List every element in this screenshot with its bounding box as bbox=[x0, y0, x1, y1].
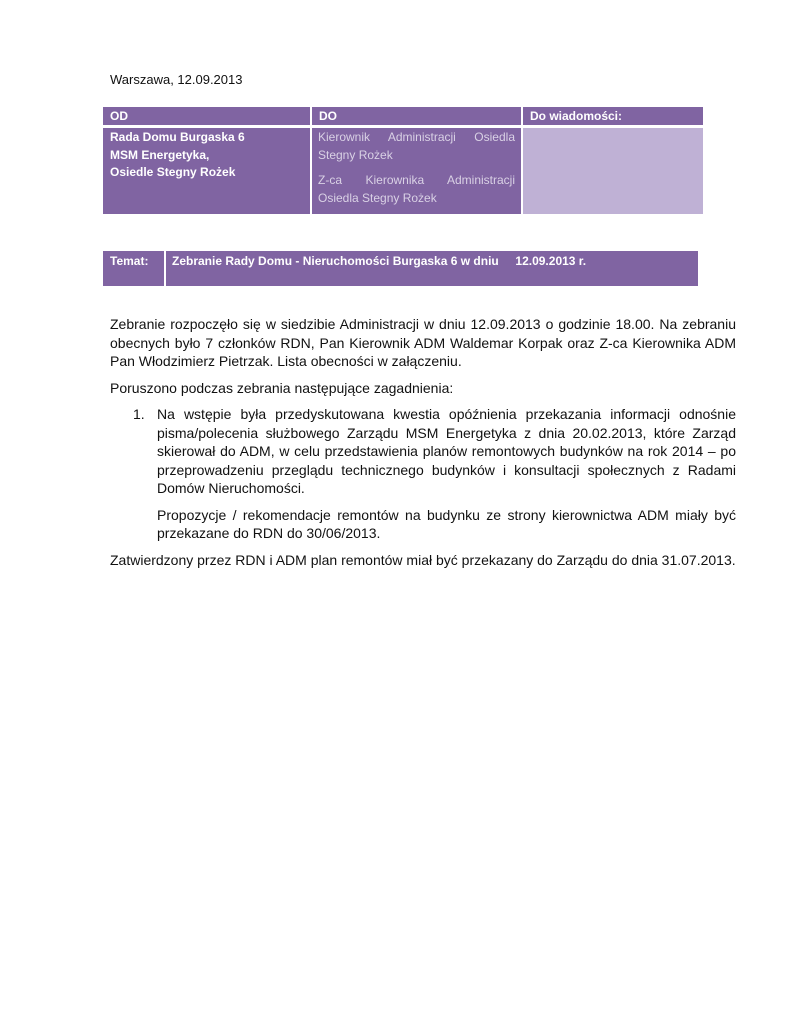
to-cell bbox=[312, 128, 521, 214]
cc-cell bbox=[523, 128, 703, 214]
address-table-row bbox=[103, 128, 703, 214]
subject-bar bbox=[103, 251, 698, 286]
from-line: Rada Domu Burgaska 6 bbox=[110, 130, 245, 144]
column-header-from: OD bbox=[103, 107, 310, 125]
subject-title: Zebranie Rady Domu - Nieruchomości Burgaska 6 w dniu 12.09.2013 r. bbox=[166, 251, 698, 286]
list-item-text: Na wstępie była przedyskutowana kwestia opóźnienia przekazania informacji odnośnie pisma/polecenia służbowego Zarządu MSM Energetyka z dnia 20.02.2013, które Zarząd skierował do ADM, w celu przedstawienia planów remontowych budynków na rok 2014 – po przeprowadzeniu przeglądu technicznego budynków i konsultacji społecznych z Radami Domów Nieruchomości. bbox=[157, 406, 736, 496]
topics-list bbox=[110, 405, 736, 543]
to-recipient-2-line: Z-ca Kierownika Administracji bbox=[318, 173, 515, 187]
paragraph-closing: Zatwierdzony przez RDN i ADM plan remontów miał być przekazany do Zarządu do dnia 31.07.2013. bbox=[110, 551, 736, 568]
to-recipient-1-line: Stegny Rożek bbox=[318, 147, 393, 162]
list-item-subparagraph: Propozycje / rekomendacje remontów na budynku ze strony kierownictwa ADM miały być przekazane do RDN do 30/06/2013. bbox=[157, 506, 736, 541]
list-item-number: 1. bbox=[133, 406, 145, 422]
address-table-header bbox=[103, 107, 703, 125]
column-header-cc: Do wiadomości: bbox=[523, 107, 703, 125]
from-line: Osiedle Stegny Rożek bbox=[110, 165, 236, 179]
subject-label: Temat: bbox=[103, 251, 164, 286]
paragraph-opening: Zebranie rozpoczęło się w siedzibie Administracji w dniu 12.09.2013 o godzinie 18.00. Na zebraniu obecnych było 7 członków RDN, Pan Kierownik ADM Waldemar Korpak oraz Z-ca Kierownika ADM Pan Włodzimierz Pietrzak. Lista obecności w załączeniu. bbox=[110, 316, 736, 369]
document-body bbox=[110, 315, 736, 577]
to-recipient-1-line: Kierownik Administracji Osiedla bbox=[318, 130, 515, 144]
list-item bbox=[110, 405, 736, 543]
from-line: MSM Energetyka, bbox=[110, 147, 210, 162]
column-header-to: DO bbox=[312, 107, 521, 125]
from-cell bbox=[103, 128, 310, 214]
document-date: Warszawa, 12.09.2013 bbox=[110, 72, 243, 87]
to-recipient-2-line: Osiedla Stegny Rożek bbox=[318, 190, 437, 205]
paragraph-topics-intro: Poruszono podczas zebrania następujące zagadnienia: bbox=[110, 379, 454, 396]
address-table bbox=[103, 107, 703, 214]
